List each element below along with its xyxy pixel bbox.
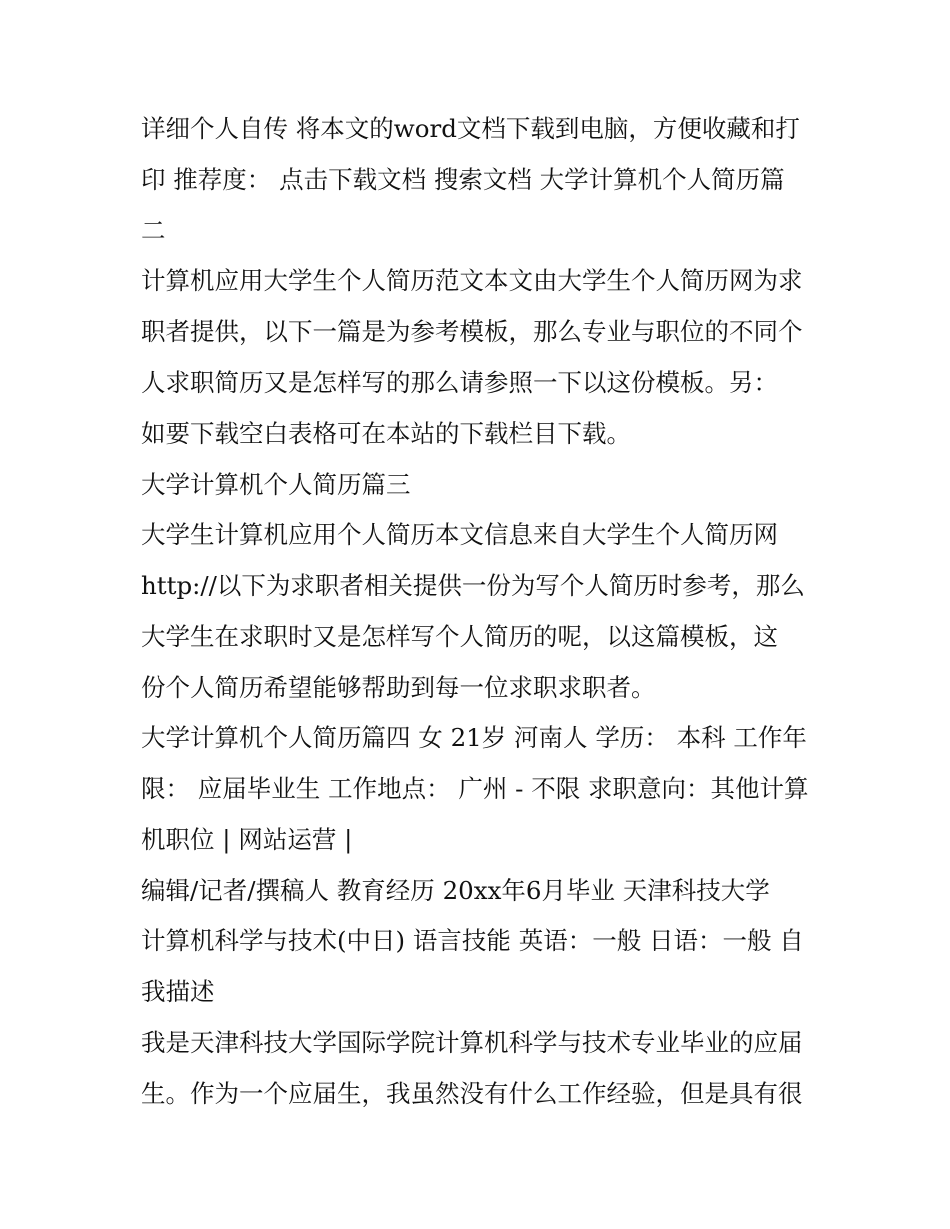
text-line: 我是天津科技大学国际学院计算机科学与技术专业毕业的应届	[141, 1028, 803, 1057]
text-line: 编辑/记者/撰稿人 教育经历 20xx年6月毕业 天津科技大学	[141, 876, 770, 905]
text-line: 计算机应用大学生个人简历范文本文由大学生个人简历网为求	[141, 266, 803, 295]
text-line: 计算机科学与技术(中日) 语言技能 英语：一般 日语：一般 自	[141, 926, 804, 955]
text-line: 详细个人自传 将本文的word文档下载到电脑，方便收藏和打	[141, 114, 800, 143]
text-line: 印 推荐度： 点击下载文档 搜索文档 大学计算机个人简历篇	[141, 165, 785, 194]
text-line: 份个人简历希望能够帮助到每一位求职求职者。	[141, 673, 656, 702]
section-heading: 大学计算机个人简历篇三	[141, 470, 411, 499]
text-line: 大学生计算机应用个人简历本文信息来自大学生个人简历网	[141, 520, 778, 549]
text-line: 大学计算机个人简历篇四 女 21岁 河南人 学历： 本科 工作年	[141, 723, 807, 752]
text-line: 我描述	[141, 977, 215, 1006]
text-line: 生。作为一个应届生，我虽然没有什么工作经验，但是具有很	[141, 1079, 803, 1108]
text-line: 限： 应届毕业生 工作地点： 广州 - 不限 求职意向：其他计算	[141, 774, 809, 803]
text-line: 大学生在求职时又是怎样写个人简历的呢，以这篇模板，这	[141, 622, 778, 651]
text-line: 机职位 | 网站运营 |	[141, 825, 353, 854]
text-line: 人求职简历又是怎样写的那么请参照一下以这份模板。另：	[141, 368, 778, 397]
text-line: 二	[141, 216, 166, 245]
text-line: 如要下载空白表格可在本站的下载栏目下载。	[141, 419, 631, 448]
text-line: 职者提供，以下一篇是为参考模板，那么专业与职位的不同个	[141, 317, 803, 346]
text-line: http://以下为求职者相关提供一份为写个人简历时参考，那么	[141, 571, 805, 600]
